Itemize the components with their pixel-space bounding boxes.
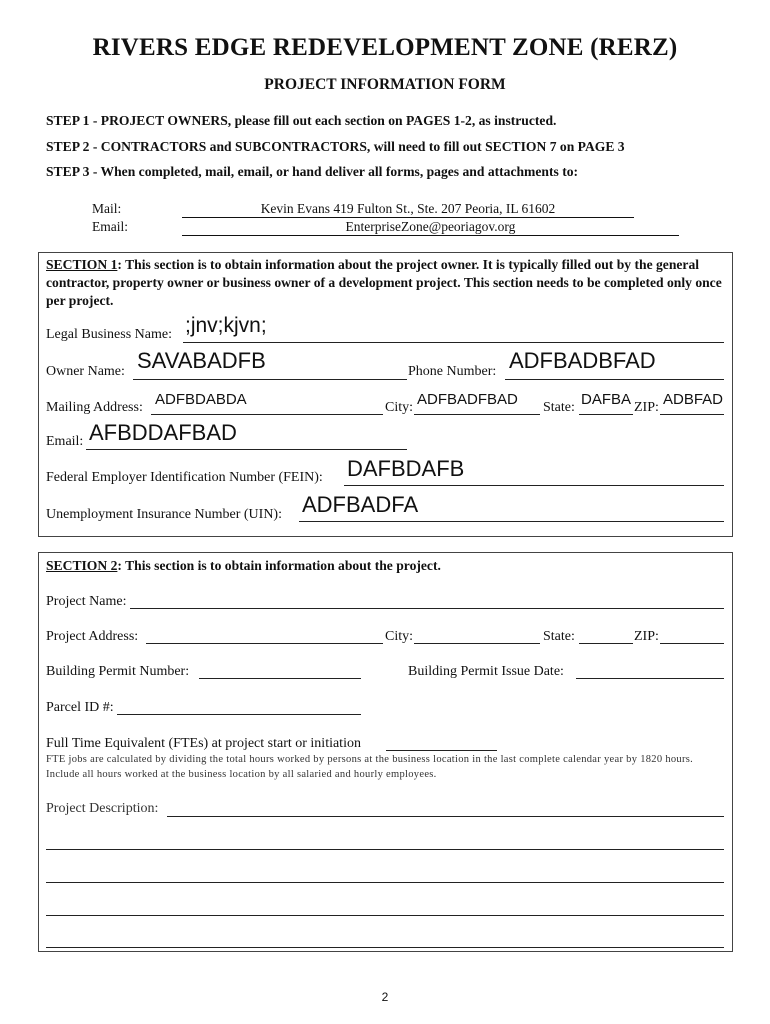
- email-address-value: EnterpriseZone@peoriagov.org: [182, 219, 679, 236]
- owner-name-label: Owner Name:: [46, 364, 125, 379]
- project-description-line[interactable]: [46, 849, 724, 850]
- state-field[interactable]: [579, 414, 633, 415]
- project-description-label: Project Description:: [46, 801, 159, 816]
- project-description-line[interactable]: [46, 882, 724, 883]
- project-address-label: Project Address:: [46, 629, 139, 644]
- project-state-label: State:: [543, 629, 575, 644]
- project-zip-label: ZIP:: [634, 629, 659, 644]
- mailing-address-label: Mailing Address:: [46, 400, 143, 415]
- project-state-field[interactable]: [579, 643, 633, 644]
- state-value[interactable]: DAFBA: [581, 391, 632, 408]
- project-city-label: City:: [385, 629, 414, 644]
- project-description-line[interactable]: [46, 947, 724, 948]
- uin-label: Unemployment Insurance Number (UIN):: [46, 507, 282, 522]
- fte-label: Full Time Equivalent (FTEs) at project start or initiation: [46, 736, 361, 751]
- section-2-heading: [46, 557, 726, 575]
- owner-name-value[interactable]: SAVABADFB: [137, 348, 266, 373]
- form-title: RIVERS EDGE REDEVELOPMENT ZONE (RERZ): [92, 34, 678, 61]
- fein-label: Federal Employer Identification Number (FEIN):: [46, 470, 323, 485]
- project-name-label: Project Name:: [46, 594, 127, 609]
- city-value[interactable]: ADFBADFBAD: [417, 391, 518, 408]
- project-description-line[interactable]: [46, 915, 724, 916]
- project-city-field[interactable]: [414, 643, 540, 644]
- parcel-id-label: Parcel ID #:: [46, 700, 114, 715]
- owner-name-field[interactable]: [133, 379, 407, 380]
- section-2-heading-label: SECTION 2: [46, 558, 118, 573]
- city-label: City:: [385, 400, 414, 415]
- state-label: State:: [543, 400, 575, 415]
- fte-note: FTE jobs are calculated by dividing the total hours worked by persons at the business location in the last complete calendar year by 1820 hours. Include all hours worked at the business location by all salaried and hourly employees.: [46, 754, 694, 780]
- parcel-id-field[interactable]: [117, 714, 361, 715]
- step-1-text: STEP 1 - PROJECT OWNERS, please fill out each section on PAGES 1-2, as instructed.: [46, 113, 557, 128]
- email-value[interactable]: AFBDDAFBAD: [89, 420, 237, 445]
- project-zip-field[interactable]: [660, 643, 724, 644]
- fein-value[interactable]: DAFBDAFB: [347, 456, 465, 481]
- uin-field[interactable]: [299, 521, 724, 522]
- legal-name-field[interactable]: [183, 342, 724, 343]
- fte-field[interactable]: [386, 750, 497, 751]
- form-subtitle: PROJECT INFORMATION FORM: [264, 76, 506, 93]
- fein-field[interactable]: [344, 485, 724, 486]
- legal-name-label: Legal Business Name:: [46, 327, 172, 342]
- phone-value[interactable]: ADFBADBFAD: [509, 348, 656, 373]
- section-2-heading-text: : This section is to obtain information about the project.: [117, 558, 441, 573]
- uin-value[interactable]: ADFBADFA: [302, 492, 419, 517]
- permit-number-label: Building Permit Number:: [46, 664, 190, 679]
- permit-number-field[interactable]: [199, 678, 361, 679]
- step-2-text: STEP 2 - CONTRACTORS and SUBCONTRACTORS, will need to fill out SECTION 7 on PAGE 3: [46, 139, 625, 154]
- section-1-heading-text: : This section is to obtain information about the project owner. It is typically filled out by the general contractor, property owner or business owner of a development project. This section needs to be completed only once per project.: [46, 257, 722, 308]
- mail-label: Mail:: [92, 201, 122, 216]
- email-label: Email:: [46, 434, 84, 449]
- project-address-field[interactable]: [146, 643, 383, 644]
- mailing-address-value[interactable]: ADFBDABDA: [155, 391, 247, 408]
- zip-field[interactable]: [660, 414, 724, 415]
- email-field[interactable]: [86, 449, 407, 450]
- zip-label: ZIP:: [634, 400, 659, 415]
- permit-date-label: Building Permit Issue Date:: [408, 664, 564, 679]
- page-number: 2: [381, 990, 389, 1004]
- phone-field[interactable]: [505, 379, 724, 380]
- step-3-text: STEP 3 - When completed, mail, email, or hand deliver all forms, pages and attachments to:: [46, 164, 579, 179]
- mail-address-value: Kevin Evans 419 Fulton St., Ste. 207 Peoria, IL 61602: [182, 201, 634, 218]
- city-field[interactable]: [414, 414, 540, 415]
- project-description-field[interactable]: [167, 816, 724, 817]
- project-name-field[interactable]: [130, 608, 724, 609]
- section-1-heading: [46, 256, 726, 310]
- phone-label: Phone Number:: [408, 364, 497, 379]
- zip-value[interactable]: ADBFAD: [663, 391, 724, 408]
- mailing-address-field[interactable]: [151, 414, 383, 415]
- section-1-heading-label: SECTION 1: [46, 257, 118, 272]
- legal-name-value[interactable]: ;jnv;kjvn;: [185, 314, 267, 337]
- permit-date-field[interactable]: [576, 678, 724, 679]
- email-label: Email:: [92, 219, 128, 234]
